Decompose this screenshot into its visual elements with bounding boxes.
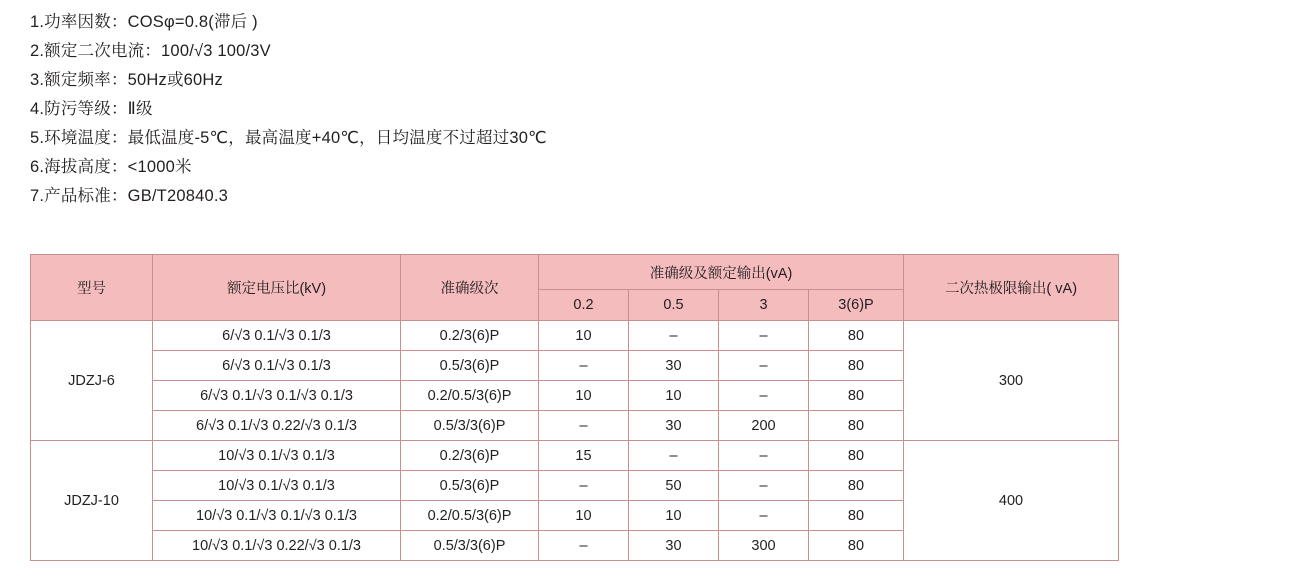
output-36p-cell: 80 [809, 411, 904, 441]
class-cell: 0.5/3/3(6)P [401, 411, 539, 441]
output-3-cell: – [719, 471, 809, 501]
output-05-cell: 10 [629, 501, 719, 531]
spec-line-1: 1.功率因数：COSφ=0.8(滞后 ) [30, 13, 258, 31]
output-05-cell: 10 [629, 381, 719, 411]
header-sub-05: 0.5 [629, 290, 719, 321]
output-36p-cell: 80 [809, 351, 904, 381]
output-02-cell: – [539, 471, 629, 501]
output-05-cell: – [629, 321, 719, 351]
output-05-cell: 30 [629, 351, 719, 381]
output-02-cell: – [539, 411, 629, 441]
output-36p-cell: 80 [809, 531, 904, 561]
ratio-cell: 6/√3 0.1/√3 0.1/3 [153, 321, 401, 351]
output-02-cell: 10 [539, 381, 629, 411]
class-cell: 0.5/3(6)P [401, 351, 539, 381]
class-cell: 0.2/3(6)P [401, 441, 539, 471]
ratio-cell: 10/√3 0.1/√3 0.22/√3 0.1/3 [153, 531, 401, 561]
output-36p-cell: 80 [809, 471, 904, 501]
spec-line-7: 7.产品标准：GB/T20840.3 [30, 187, 229, 205]
output-05-cell: – [629, 441, 719, 471]
output-3-cell: – [719, 321, 809, 351]
output-36p-cell: 80 [809, 501, 904, 531]
output-3-cell: 200 [719, 411, 809, 441]
model-jdzj-10: JDZJ-10 [31, 441, 153, 561]
table-header-row-1 [31, 255, 1119, 290]
output-02-cell: – [539, 531, 629, 561]
thermal-limit-jdzj-10: 400 [904, 441, 1119, 561]
header-sub-36p: 3(6)P [809, 290, 904, 321]
table-row [31, 321, 1119, 351]
header-voltage-ratio: 额定电压比(kV) [153, 255, 401, 321]
class-cell: 0.2/3(6)P [401, 321, 539, 351]
ratio-cell: 10/√3 0.1/√3 0.1/3 [153, 471, 401, 501]
ratio-cell: 6/√3 0.1/√3 0.1/√3 0.1/3 [153, 381, 401, 411]
specification-table [30, 254, 1119, 561]
spec-line-2: 2.额定二次电流：100/√3 100/3V [30, 42, 271, 60]
output-3-cell: 300 [719, 531, 809, 561]
thermal-limit-jdzj-6: 300 [904, 321, 1119, 441]
model-jdzj-6: JDZJ-6 [31, 321, 153, 441]
class-cell: 0.2/0.5/3(6)P [401, 381, 539, 411]
specification-list [30, 8, 1230, 211]
output-02-cell: – [539, 351, 629, 381]
class-cell: 0.2/0.5/3(6)P [401, 501, 539, 531]
class-cell: 0.5/3/3(6)P [401, 531, 539, 561]
spec-line-5: 5.环境温度：最低温度-5℃，最高温度+40℃，日均温度不过超过30℃ [30, 129, 547, 147]
output-36p-cell: 80 [809, 381, 904, 411]
output-02-cell: 10 [539, 321, 629, 351]
ratio-cell: 6/√3 0.1/√3 0.22/√3 0.1/3 [153, 411, 401, 441]
class-cell: 0.5/3(6)P [401, 471, 539, 501]
output-05-cell: 50 [629, 471, 719, 501]
output-3-cell: – [719, 441, 809, 471]
header-thermal-limit: 二次热极限输出( vA) [904, 255, 1119, 321]
output-02-cell: 10 [539, 501, 629, 531]
spec-line-4: 4.防污等级：Ⅱ级 [30, 100, 153, 118]
header-accuracy-output-group: 准确级及额定输出(vA) [539, 255, 904, 290]
spec-line-3: 3.额定频率：50Hz或60Hz [30, 71, 223, 89]
output-3-cell: – [719, 351, 809, 381]
output-3-cell: – [719, 381, 809, 411]
spec-line-6: 6.海拔高度：<1000米 [30, 158, 192, 176]
output-02-cell: 15 [539, 441, 629, 471]
output-05-cell: 30 [629, 531, 719, 561]
header-sub-3: 3 [719, 290, 809, 321]
output-3-cell: – [719, 501, 809, 531]
ratio-cell: 6/√3 0.1/√3 0.1/3 [153, 351, 401, 381]
output-36p-cell: 80 [809, 321, 904, 351]
ratio-cell: 10/√3 0.1/√3 0.1/3 [153, 441, 401, 471]
ratio-cell: 10/√3 0.1/√3 0.1/√3 0.1/3 [153, 501, 401, 531]
header-model: 型号 [31, 255, 153, 321]
output-36p-cell: 80 [809, 441, 904, 471]
output-05-cell: 30 [629, 411, 719, 441]
table-row [31, 441, 1119, 471]
header-sub-02: 0.2 [539, 290, 629, 321]
header-accuracy-class: 准确级次 [401, 255, 539, 321]
